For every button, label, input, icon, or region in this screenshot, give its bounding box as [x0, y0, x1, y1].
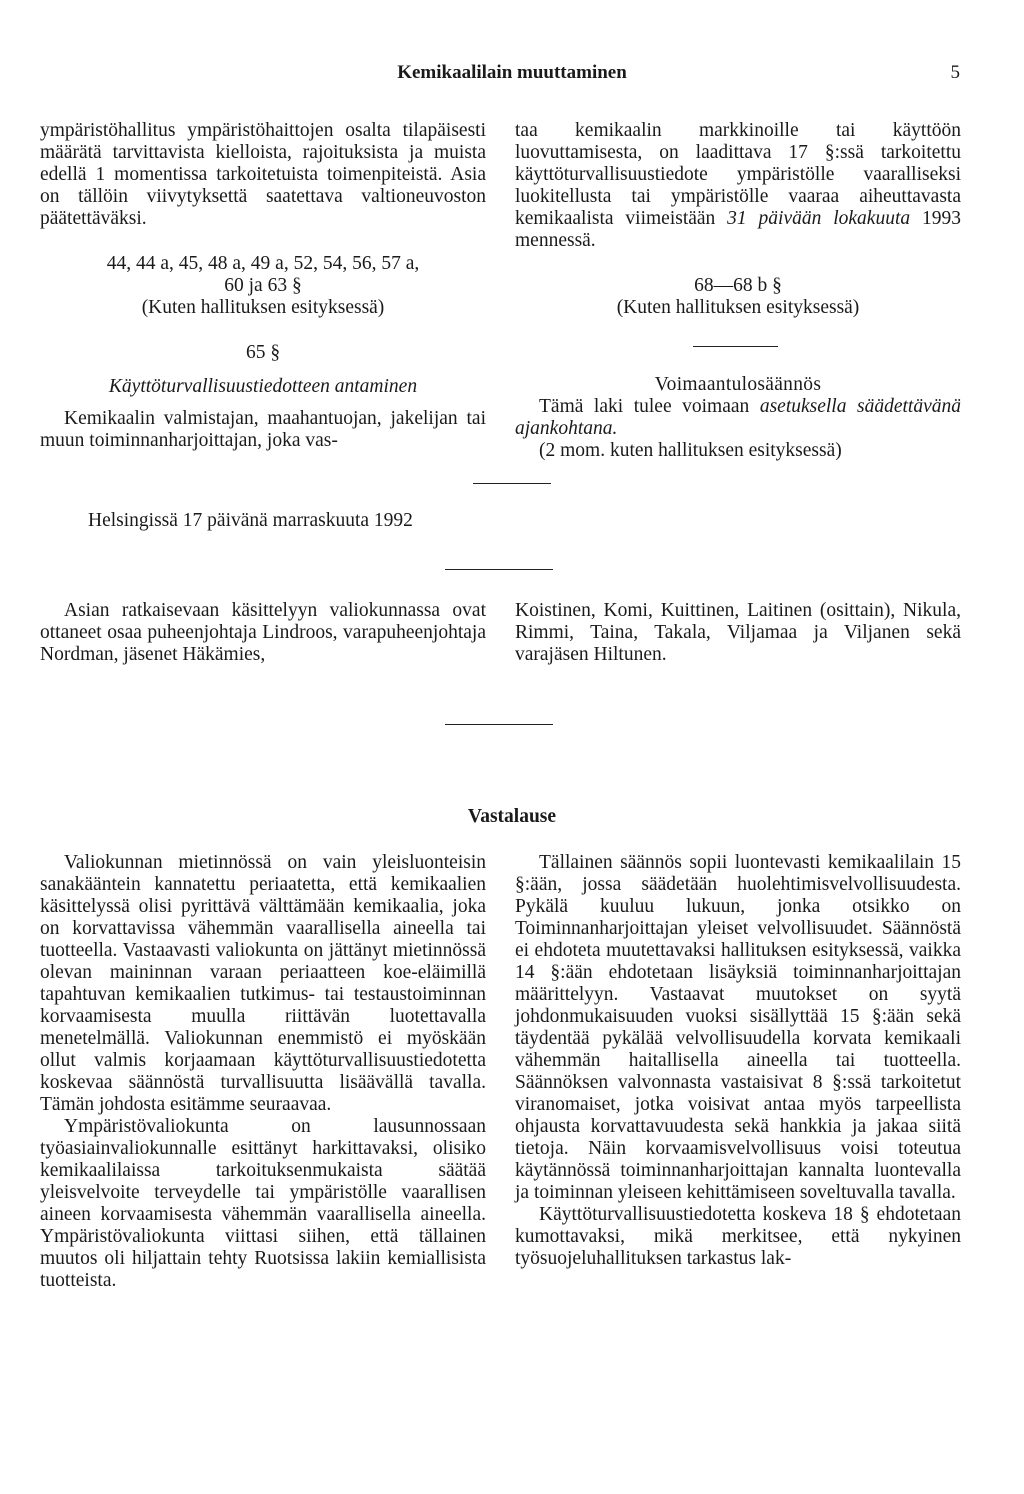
dissent-left-paragraph-2: Ympäristövaliokunta on lausunnossaan työasiainvaliokunnalle esittänyt harkittavaksi, olisiko kemikaalilaissa tarkoituksenmukaista säätää yleisvelvoite terveydelle tai ympäristölle vaarallisen aineen korvaamisesta vähemmän vaarallisella aineella. Ympäristövaliokunta viittasi siihen, että tällainen muutos oli hiljattain tehty Ruotsissa lakiin kemiallisista tuotteista. [40, 1116, 486, 1291]
sections-68-heading: 68—68 b § [694, 275, 782, 296]
divider-rule [473, 483, 551, 484]
top-right-column [515, 120, 961, 319]
entry-into-force-block [515, 374, 961, 462]
sections-list-line1: 44, 44 a, 45, 48 a, 49 a, 52, 54, 56, 57 a, [106, 253, 420, 274]
continued-paragraph-right: taa kemikaalin markkinoille tai käyttöön luovuttamisesta, on laadittava 17 §:ssä tarkoitettu käyttöturvallisuustiedote ympäristölle vaaralliseksi luokitellusta tai ympäristölle vaaraa aiheuttavasta kemikaalista viimeistään 31 päivään lokakuuta 1993 mennessä. [515, 120, 961, 251]
dissent-heading: Vastalause [467, 806, 557, 827]
dissent-right-paragraph-1: Tällainen säännös sopii luontevasti kemikaalilain 15 §:ään, jossa säädetään huolehtimisvelvollisuudesta. Pykälä kuuluu lukuun, jonka otsikko on Toiminnanharjoittajan yleiset velvollisuudet. Säännöstä ei ehdoteta muutettavaksi hallituksen esityksessä, vaikka 14 §:ään ehdotetaan lisäyksiä toiminnanharjoittajan määrittelyyn. Vastaavat muutokset on syytä johdonmukaisuuden vuoksi sisällyttää 15 §:ään sekä täydentää pykälää velvollisuudella korvata kemikaali vähemmän haitallisella aineella tai tuotteella. Säännöksen valvonnasta vastaisivat 8 §:ssä tarkoitetut viranomaiset, jotka voisivat antaa myös tarpeellista ohjausta korvattavuudesta sekä hankkia ja jakaa siitä tietoja. Näin korvaamisvelvollisuus voisi toteutua käytännössä toiminnanharjoittajan kannalta luontevalla ja toiminnan yleiseen kehittämiseen soveltuvalla tavalla. [515, 852, 961, 1203]
divider-rule [445, 724, 553, 725]
entry-into-force-heading: Voimaantulosäännös [654, 374, 822, 395]
dissent-left-column [40, 852, 486, 1292]
sections-list-line2: 60 ja 63 § [224, 275, 302, 296]
divider-rule [445, 569, 553, 570]
committee-left: Asian ratkaisevaan käsittelyyn valiokunnassa ovat ottaneet osaa puheenjohtaja Lindroos, varapuheenjohtaja Nordman, jäsenet Häkämies, [40, 600, 486, 665]
sections-68-note: (Kuten hallituksen esityksessä) [616, 297, 860, 318]
running-header-title: Kemikaalilain muuttaminen [397, 62, 627, 83]
divider-rule [693, 346, 778, 347]
dissent-left-paragraph-1: Valiokunnan mietinnössä on vain yleisluonteisin sanakääntein kannatettu periaatetta, että kemikaalien käsittelyssä olisi pyrittävä välttämään kemikaalia, joka on korvattavissa vähemmän vaarallisella aineella tai tuotteella. Vastaavasti valiokunta on jättänyt mietinnössä olevan maininnan varaan periaatteen koe-eläimillä tapahtuvan kemikaalien tutkimus- tai testaustoiminnan korvaamisesta muulla riittävän luotettavalla menetelmällä. Valiokunnan enemmistö ei myöskään ollut valmis korjaamaan käyttöturvallisuustiedotetta koskevaa säännöstä turvallisuutta lisäävällä tavalla. Tämän johdosta esitämme seuraavaa. [40, 852, 486, 1115]
section-65-heading: 65 § [245, 342, 281, 363]
committee-right: Koistinen, Komi, Kuittinen, Laitinen (osittain), Nikula, Rimmi, Taina, Takala, Viljamaa ja Viljanen sekä varajäsen Hiltunen. [515, 600, 961, 665]
section-65-title: Käyttöturvallisuustiedotteen antaminen [108, 376, 418, 397]
top-left-column [40, 120, 486, 452]
page-number: 5 [950, 62, 960, 83]
sections-note: (Kuten hallituksen esityksessä) [141, 297, 385, 318]
section-65-text: Kemikaalin valmistajan, maahantuojan, jakelijan tai muun toiminnanharjoittajan, joka vas- [40, 408, 486, 451]
entry-into-force-note: (2 mom. kuten hallituksen esityksessä) [539, 440, 842, 461]
place-and-date: Helsingissä 17 päivänä marraskuuta 1992 [88, 510, 413, 531]
entry-into-force-text: Tämä laki tulee voimaan asetuksella säädettävänä ajankohtana. [515, 396, 961, 439]
dissent-right-column [515, 852, 961, 1270]
dissent-right-paragraph-2: Käyttöturvallisuustiedotetta koskeva 18 § ehdotetaan kumottavaksi, mikä merkitsee, että nykyinen työsuojeluhallituksen tarkastus lak- [515, 1204, 961, 1269]
continued-paragraph: ympäristöhallitus ympäristöhaittojen osalta tilapäisesti määrätä tarvittavista kielloista, rajoituksista ja muista edellä 1 momentissa tarkoitetuista toimenpiteistä. Asia on tällöin viivytyksettä saatettava valtioneuvoston päätettäväksi. [40, 120, 486, 229]
